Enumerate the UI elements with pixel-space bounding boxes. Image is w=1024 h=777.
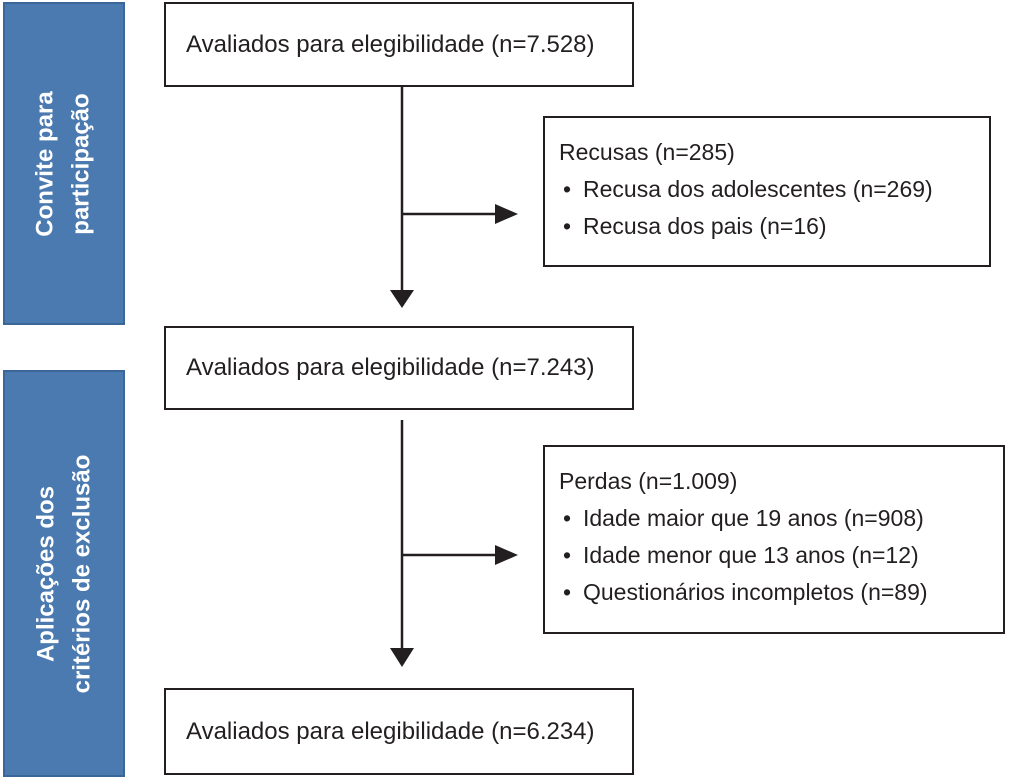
losses-box <box>543 445 1005 634</box>
eligibility-text-2: Avaliados para elegibilidade (n=7.243) <box>186 354 595 381</box>
refusals-item: • Recusa dos adolescentes (n=269) <box>559 171 975 208</box>
eligibility-text-1: Avaliados para elegibilidade (n=7.528) <box>186 30 595 58</box>
refusals-list <box>559 171 975 245</box>
losses-item: • Questionários incompletos (n=89) <box>559 574 989 611</box>
losses-title: Perdas (n=1.009) <box>559 468 738 494</box>
refusals-title: Recusas (n=285) <box>559 139 735 165</box>
losses-item: • Idade menor que 13 anos (n=12) <box>559 537 989 574</box>
losses-list <box>559 500 989 611</box>
arrowhead-down-1 <box>390 290 414 308</box>
eligibility-box-3 <box>164 688 634 775</box>
losses-item: • Idade maior que 19 anos (n=908) <box>559 500 989 537</box>
arrowhead-right-1 <box>495 204 518 224</box>
eligibility-box-2 <box>164 326 634 410</box>
phase-label-invitation: Convite para participação <box>32 90 95 237</box>
eligibility-box-1 <box>164 2 634 87</box>
refusals-item: • Recusa dos pais (n=16) <box>559 208 975 245</box>
phase-label-exclusion: Aplicações dos critérios de exclusão <box>32 454 95 693</box>
arrowhead-down-2 <box>390 648 414 667</box>
refusals-box <box>543 116 991 267</box>
arrowhead-right-2 <box>495 545 518 565</box>
eligibility-text-3: Avaliados para elegibilidade (n=6.234) <box>186 717 595 745</box>
